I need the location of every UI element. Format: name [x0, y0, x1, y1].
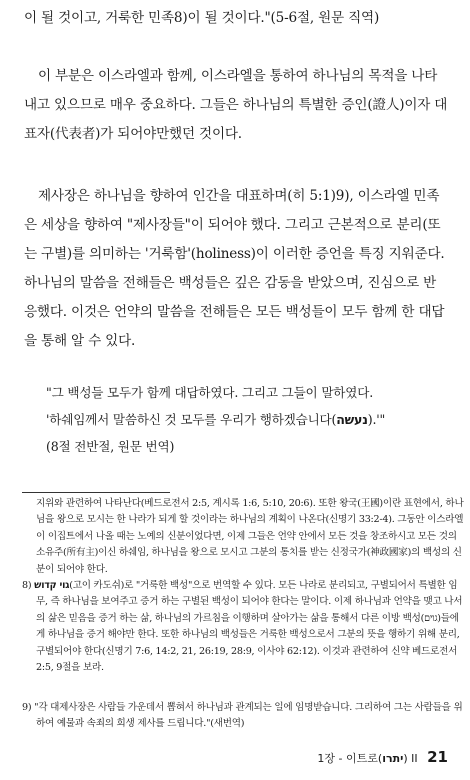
quote-line-1: "그 백성들 모두가 함께 대답하였다. 그리고 그들이 말하였다. [46, 385, 373, 400]
running-head: 1장 - 이트로( [317, 752, 383, 765]
footnote-9 [22, 700, 464, 733]
page-footer [317, 748, 448, 766]
footnote-7-continued: 지위와 관련하여 나타난다(베드로전서 2:5, 계시록 1:6, 5:10, 20:6). 또한 왕국(王國)이란 표현에서, 하나님을 왕으로 모시는 한 나라가 되게 할 것이라는 하나님의 계획이 나온다(신명기 33:2-4). 그동안 이스라엘이 이집트에서 나올 때는 노예의 신분이었다면, 이제 그들은 언약 안에서 모든 것을 창조하시고 모든 것의 소유주(所有主)이신 하쉐임, 하나님을 왕으로 모시고 그분의 통치를 받는 신정국가(神政國家)의 백성의 신분이 되어야 한다. [36, 498, 464, 575]
footnote-8 [22, 578, 464, 676]
quote-line-2 [46, 406, 446, 433]
quote-line-2-end: ).'" [367, 412, 386, 427]
page-number: 21 [427, 748, 448, 766]
footnote-9-marker: 9) [22, 702, 32, 713]
hebrew-word: נעשה [336, 412, 368, 427]
footnote-9-text: "각 대제사장은 사람들 가운데서 뽑혀서 하나님과 관계되는 일에 임명받습니다. 그리하여 그는 사람들을 위하여 예물과 속죄의 희생 제사를 드립니다."(새번역) [34, 702, 463, 730]
footnote-8-hebrew: גוי קדוש [34, 580, 70, 591]
footnote-8-marker: 8) [22, 580, 32, 591]
footnote-divider [22, 492, 170, 493]
paragraph-2: 제사장은 하나님을 향하여 인간을 대표하며(히 5:1)9), 이스라엘 민족은 세상을 향하여 "제사장들"이 되어야 했다. 그리고 근본적으로 분리(또는 구별)를 의미하는 '거룩함'(holiness)이 이러한 증언을 특징 지워준다. 하나님의 말씀을 전해들은 백성들은 깊은 감동을 받았으며, 진심으로 반응했다. 이것은 언약의 말씀을 전해들은 모든 백성들이 모두 함께 한 대답을 통해 알 수 있다. [24, 188, 445, 349]
running-head-end: ) II [403, 752, 418, 765]
paragraph-1: 이 부분은 이스라엘과 함께, 이스라엘을 통하여 하나님의 목적을 나타내고 있으므로 매우 중요하다. 그들은 하나님의 특별한 증인(證人)이자 대표자(代表者)가 되어야만했던 것이다. [24, 68, 448, 142]
quote-citation: (8절 전반절, 원문 번역) [46, 439, 175, 454]
footnote-8-text: (고이 카도쉬)로 "거룩한 백성"으로 번역할 수 있다. 모든 나라로 분리되고, 구별되어서 특별한 임무, 즉 하나님을 보여주고 증거 하는 구별된 백성이 되어야 한다는 말이다. 이제 하나님과 언약을 맺고 나서의 삶은 믿음을 증거 하는 삶, 하나님의 가르침을 이행하며 살아가는 삶을 통해서 다른 이방 백성(גוים)들에게 하나님을 증거 해야만 한다. 또한 하나님의 백성들은 거룩한 백성으로서 그분의 뜻을 행하기 위해 분리, 구별되어야 한다(신명기 7:6, 14:2, 21, 26:19, 28:9, 이사야 62:12). 이것과 관련하여 신약 베드로전서 2:5, 9절을 보라. [36, 580, 463, 674]
top-line: 이 될 것이고, 거룩한 민족8)이 될 것이다."(5-6절, 원문 직역) [24, 10, 380, 26]
running-head-hebrew: יתרו [382, 752, 404, 765]
quote-line-2-text: '하쉐임께서 말씀하신 것 모두를 우리가 행하겠습니다( [46, 412, 337, 427]
